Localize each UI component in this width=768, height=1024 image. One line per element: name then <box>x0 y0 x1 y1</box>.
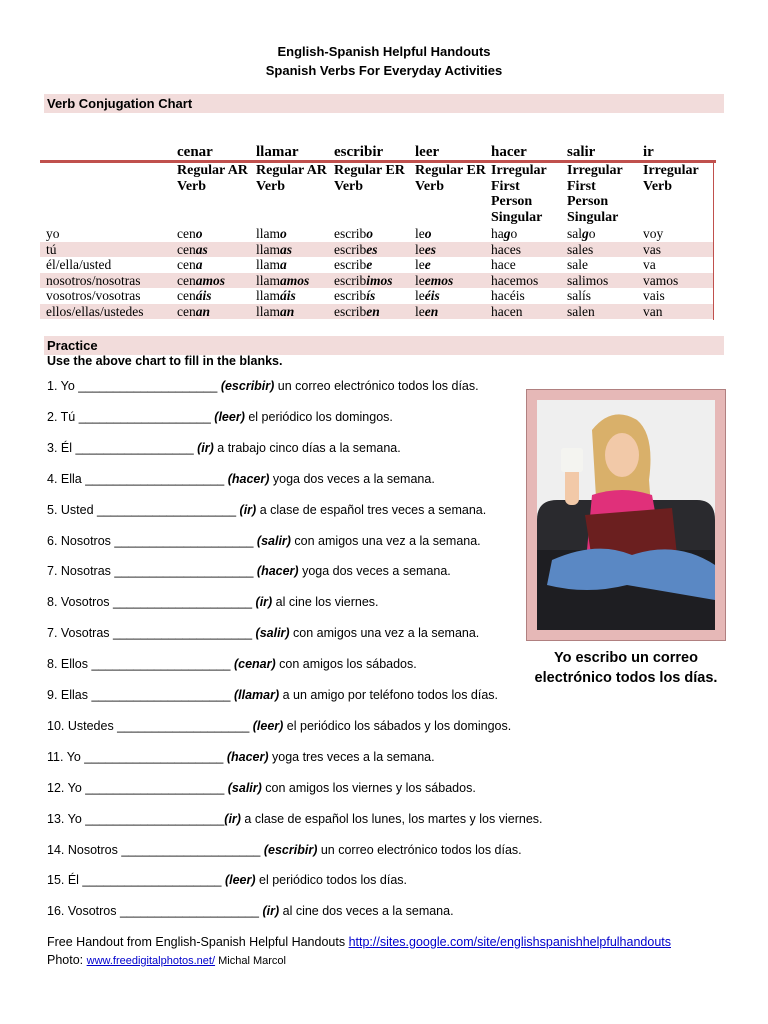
conjugation-cell: escribe <box>334 257 373 272</box>
practice-verb-hint: (ir) <box>224 811 241 826</box>
conjugation-cell: cenáis <box>177 288 212 303</box>
photo-caption: Yo escribo un correo electrónico todos los días. <box>534 650 718 686</box>
conjugation-cell: escribís <box>334 288 376 303</box>
practice-verb-hint: (leer) <box>224 873 256 888</box>
verb-header-leer: leer <box>415 144 440 160</box>
practice-verb-hint: (leer) <box>252 718 284 733</box>
practice-verb-hint: (ir) <box>255 595 273 610</box>
conjugation-cell: escribo <box>334 226 373 241</box>
practice-item: 15. Él ____________________ (leer) el periódico todos los días. <box>47 873 408 888</box>
verb-type-llamar: Regular AR Verb <box>256 163 327 194</box>
footer-photo-link[interactable]: www.freedigitalphotos.net/ <box>86 955 216 967</box>
practice-item: 16. Vosotros ____________________ (ir) al cine dos veces a la semana. <box>47 904 454 919</box>
pronoun-label: tú <box>46 241 57 257</box>
conjugation-cell: vamos <box>643 272 679 288</box>
footer-line-2 <box>47 953 286 967</box>
conjugation-cell: llamáis <box>256 288 296 303</box>
footer-source-text: Free Handout from English-Spanish Helpful Handouts <box>47 935 349 949</box>
conjugation-cell: vas <box>643 241 661 257</box>
conjugation-cell: voy <box>643 226 664 241</box>
verb-header-ir: ir <box>643 144 654 160</box>
conjugation-cell: llaman <box>256 303 295 319</box>
photo-frame <box>526 389 726 641</box>
conjugation-cell: salen <box>567 303 595 319</box>
verb-header-cenar: cenar <box>177 144 213 160</box>
conjugation-cell: llamo <box>256 226 287 241</box>
practice-verb-hint: (ir) <box>262 904 280 919</box>
conjugation-cell: lees <box>415 241 436 257</box>
conjugation-cell: llamas <box>256 241 293 257</box>
practice-item: 1. Yo ____________________ (escribir) un correo electrónico todos los días. <box>47 379 479 393</box>
footer-photo-label: Photo: <box>47 953 87 967</box>
practice-item: 4. Ella ____________________ (hacer) yoga dos veces a la semana. <box>47 471 435 486</box>
practice-verb-hint: (hacer) <box>256 564 299 579</box>
verb-type-hacer: Irregular First Person Singular <box>491 163 547 225</box>
conjugation-cell: llama <box>256 257 287 272</box>
practice-verb-hint: (llamar) <box>233 688 280 702</box>
pronoun-label: yo <box>46 226 60 241</box>
practice-item: 3. Él _________________ (ir) a trabajo cinco días a la semana. <box>47 440 401 455</box>
practice-verb-hint: (leer) <box>214 409 245 424</box>
conjugation-cell: cenan <box>177 303 210 319</box>
title-line-1: English-Spanish Helpful Handouts <box>277 44 491 59</box>
practice-item: 9. Ellas ____________________ (llamar) a un amigo por teléfono todos los días. <box>47 688 499 702</box>
verb-header-hacer: hacer <box>491 144 527 160</box>
conjugation-cell: leo <box>415 226 432 241</box>
conjugation-row <box>40 288 713 304</box>
practice-instructions: Use the above chart to fill in the blanks. <box>47 354 283 368</box>
practice-verb-hint: (salir) <box>227 780 262 795</box>
pronoun-label: él/ella/usted <box>46 257 112 272</box>
conjugation-cell: leéis <box>415 288 440 303</box>
conjugation-row <box>40 226 713 242</box>
practice-verb-hint: (salir) <box>256 533 291 548</box>
pronoun-label: nosotros/nosotras <box>46 272 141 288</box>
conjugation-cell: hace <box>491 257 516 272</box>
practice-item: 11. Yo ____________________ (hacer) yoga tres veces a la semana. <box>47 749 435 764</box>
practice-item: 5. Usted ____________________ (ir) a clase de español tres veces a semana. <box>47 502 487 517</box>
title-line-2: Spanish Verbs For Everyday Activities <box>265 63 503 78</box>
practice-item: 6. Nosotros ____________________ (salir) con amigos una vez a la semana. <box>47 533 481 548</box>
conjugation-cell: sales <box>567 241 594 257</box>
verb-header-row <box>40 143 716 161</box>
footer-source-link[interactable]: http://sites.google.com/site/englishspanishhelpfulhandouts <box>348 935 671 949</box>
conjugation-cell: lee <box>415 257 431 272</box>
conjugation-cell: van <box>643 303 663 319</box>
verb-chart-heading: Verb Conjugation Chart <box>44 94 724 113</box>
conjugation-row <box>40 257 713 273</box>
conjugation-cell: ceno <box>177 226 203 241</box>
conjugation-cell: salgo <box>567 226 596 241</box>
conjugation-cell: va <box>643 257 656 272</box>
conjugation-cell: escribes <box>334 241 378 257</box>
practice-item: 13. Yo ____________________(ir) a clase de español los lunes, los martes y los viernes. <box>47 811 543 826</box>
practice-item: 8. Vosotros ____________________ (ir) al cine los viernes. <box>47 595 379 610</box>
practice-item: 10. Ustedes ___________________ (leer) el periódico los sábados y los domingos. <box>47 718 512 733</box>
footer-line-1 <box>47 935 671 949</box>
conjugation-row <box>40 273 713 289</box>
practice-verb-hint: (cenar) <box>233 657 276 672</box>
practice-item: 7. Nosotras ____________________ (hacer) yoga dos veces a semana. <box>47 564 451 579</box>
conjugation-cell: hacen <box>491 303 523 319</box>
conjugation-cell: salimos <box>567 272 609 288</box>
practice-verb-hint: (escribir) <box>263 842 318 857</box>
pronoun-label: vosotros/vosotras <box>46 288 141 303</box>
conjugation-row <box>40 242 713 258</box>
verb-type-row <box>40 163 716 233</box>
verb-type-ir: Irregular Verb <box>643 163 699 194</box>
conjugation-cell: cena <box>177 257 203 272</box>
practice-verb-hint: (salir) <box>255 626 290 641</box>
pronoun-label: ellos/ellas/ustedes <box>46 303 144 319</box>
practice-heading: Practice <box>44 336 724 355</box>
conjugation-cell: salís <box>567 288 592 303</box>
verb-type-leer: Regular ER Verb <box>415 163 486 194</box>
practice-verb-hint: (ir) <box>239 502 257 517</box>
practice-item: 12. Yo ____________________ (salir) con amigos los viernes y los sábados. <box>47 780 476 795</box>
practice-item: 7. Vosotras ____________________ (salir) con amigos una vez a la semana. <box>47 626 480 641</box>
practice-item: 8. Ellos ____________________ (cenar) con amigos los sábados. <box>47 657 417 672</box>
conjugation-row <box>40 304 713 320</box>
practice-item: 14. Nosotros ____________________ (escribir) un correo electrónico todos los días. <box>47 842 522 857</box>
verb-header-escribir: escribir <box>334 144 384 160</box>
conjugation-cell: escribimos <box>334 272 393 288</box>
conjugation-cell: cenas <box>177 241 208 257</box>
conjugation-cell: sale <box>567 257 588 272</box>
conjugation-cell: hago <box>491 226 518 241</box>
conjugation-cell: leen <box>415 303 439 319</box>
verb-header-salir: salir <box>567 144 596 160</box>
conjugation-cell: leemos <box>415 272 454 288</box>
conjugation-cell: llamamos <box>256 272 310 288</box>
practice-verb-hint: (ir) <box>197 440 214 455</box>
practice-verb-hint: (hacer) <box>226 749 269 764</box>
footer-photo-credit: Michal Marcol <box>215 955 286 967</box>
conjugation-cell: vais <box>643 288 665 303</box>
photo-woman-with-laptop <box>537 400 715 630</box>
conjugation-cell: haces <box>491 241 521 257</box>
verb-type-salir: Irregular First Person Singular <box>567 163 623 225</box>
verb-type-escribir: Regular ER Verb <box>334 163 405 194</box>
verb-header-llamar: llamar <box>256 144 299 160</box>
conjugation-cell: cenamos <box>177 272 225 288</box>
practice-verb-hint: (escribir) <box>220 379 275 393</box>
conjugation-cell: hacéis <box>491 288 525 303</box>
conjugation-cell: hacemos <box>491 272 539 288</box>
practice-verb-hint: (hacer) <box>227 471 270 486</box>
conjugation-cell: escriben <box>334 303 380 319</box>
verb-type-cenar: Regular AR Verb <box>177 163 248 194</box>
practice-item: 2. Tú ___________________ (leer) el periódico los domingos. <box>47 409 393 424</box>
